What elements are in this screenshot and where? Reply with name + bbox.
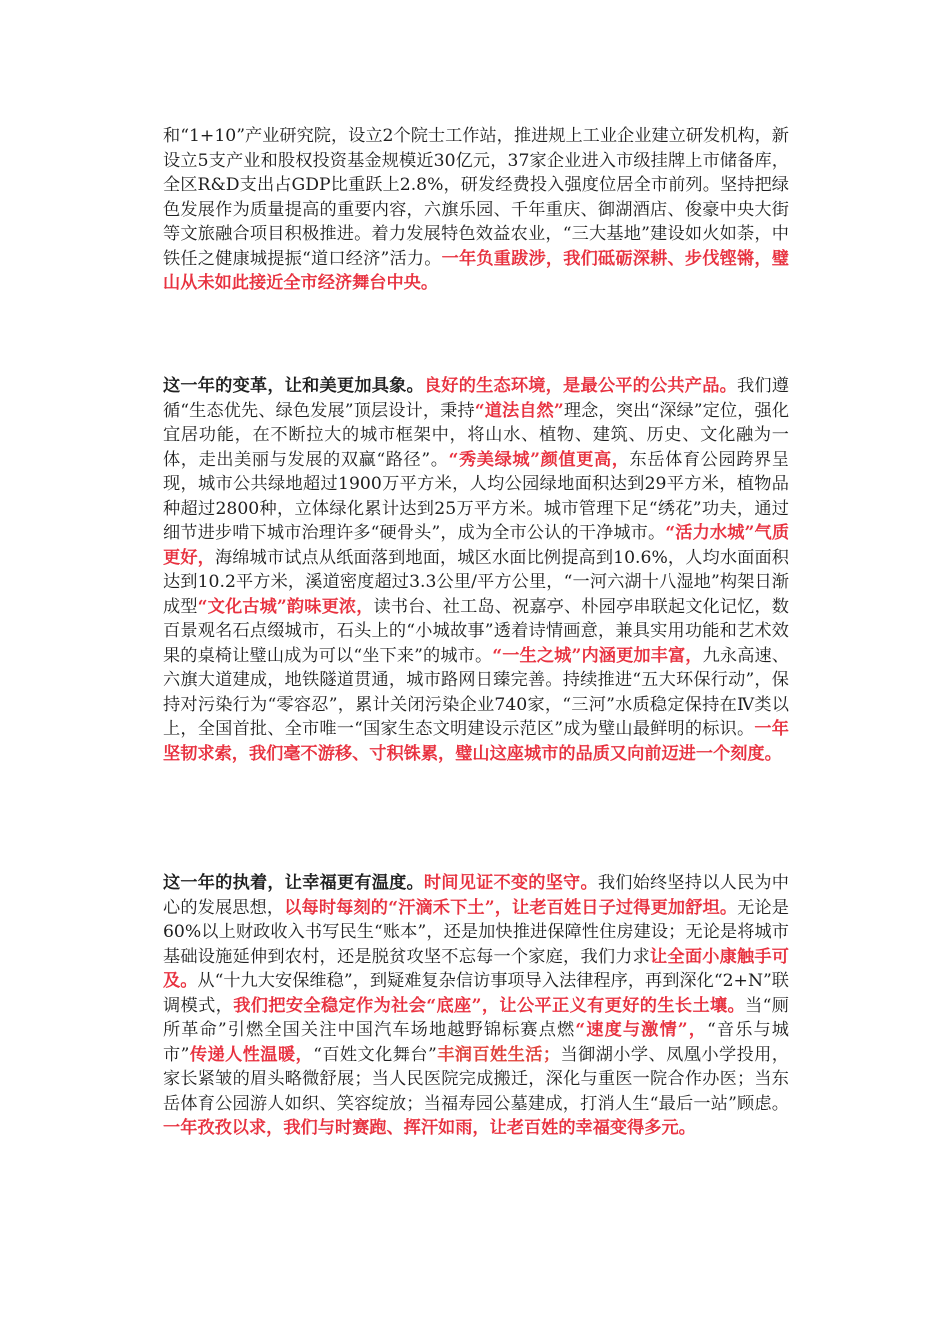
- highlight-run: “道法自然”: [474, 400, 564, 421]
- text-run: 从“十九大安保维稳”，到疑难复杂信访事项导入法律程序，再到深化“2+N”联调模式，: [163, 971, 789, 1016]
- text-run: “百姓文化舞台”: [313, 1044, 437, 1065]
- highlight-run: 良好的生态环境，是最公平的公共产品。: [423, 376, 737, 396]
- text-run: 东岳体育公园跨界呈现，城市公共绿地超过1900万平方米，人均公园绿地面积达到29平方米，植物品种超过2800种，立体绿化累计达到25万平方米。城市管理下足“绣花”功夫，通过细节进步啃下城市治理许多“硬骨头”，成为全市公认的干净城市。: [163, 449, 789, 543]
- highlight-run: “文化古城”韵味更浓，: [197, 596, 374, 617]
- paragraph-wellbeing: [163, 871, 789, 1141]
- text-run: 海绵城市试点从纸面落到地面，城区水面比例提高到10.6%，人均水面面积达到10.2平方米，溪道密度超过3.3公里/平方公里，“一河六湖十八湿地”构架日渐成型: [163, 547, 789, 617]
- text-run: “音乐与城市”: [163, 1020, 789, 1065]
- text-run: 理念，突出“深绿”定位，强化宜居功能，在不断拉大的城市框架中，将山水、植物、建筑、历史、文化融为一体，走出美丽与发展的双赢“路径”。: [163, 400, 790, 470]
- highlight-run: “一生之城”内涵更加丰富，: [492, 645, 703, 666]
- highlight-run: 以每时每刻的“汗滴禾下土”，让老百姓日子过得更加舒坦。: [284, 897, 738, 918]
- text-run: 九永高速、六旗大道建成，地铁隧道贯通，城市路网日臻完善。持续推进“五大环保行动”，保持对污染行为“零容忍”，累计关闭污染企业740家，“三河”水质稳定保持在Ⅳ类以上，全国首批、全市唯一“国家生态文明建设示范区”成为璧山最鲜明的标识。: [163, 645, 789, 739]
- text-run: 读书台、社工岛、祝嘉亭、朴园亭串联起文化记忆，数百景观名石点缀城市，石头上的“小城故事”透着诗情画意，兼具实用功能和艺术效果的桌椅让璧山成为可以“坐下来”的城市。: [163, 596, 789, 666]
- text-run: 我们遵循“生态优先、绿色发展”顶层设计，秉持: [163, 376, 789, 421]
- highlight-run: “速度与激情”，: [575, 1020, 708, 1040]
- bold-heading-run: 这一年的执着，让幸福更有温度。: [163, 873, 424, 893]
- text-run: 当御湖小学、凤凰小学投用，家长紧皱的眉头略微舒展；当人民医院完成搬迁，深化与重医一院合作办医；当东岳体育公园游人如织、笑容绽放；当福寿园公墓建成，打消人生“最后一站”顾虑。: [163, 1044, 789, 1114]
- highlight-run: 一年孜孜以求，我们与时赛跑、挥汗如雨，让老百姓的幸福变得多元。: [163, 1118, 696, 1138]
- highlight-run: “活力水城”气质更好，: [163, 523, 790, 568]
- highlight-run: 一年坚韧求索，我们毫不游移、寸积铢累，璧山这座城市的品质又向前迈进一个刻度。: [163, 719, 789, 764]
- text-run: 和“1+10”产业研究院，设立2个院士工作站，推进规上工业企业建立研发机构，新设立5支产业和股权投资基金规模近30亿元，37家企业进入市级挂牌上市储备库，全区R&D支出占GDP比重跃上2.8%，研发经费投入强度位居全市前列。坚持把绿色发展作为质量提高的重要内容，六旗乐园、千年重庆、御湖酒店、俊豪中央大街等文旅融合项目积极推进。着力发展特色效益农业，“三大基地”建设如火如荼，中铁任之健康城提振“道口经济”活力。: [163, 126, 789, 269]
- highlight-run: 让全面小康触手可及。: [163, 946, 789, 991]
- highlight-run: 我们把安全稳定作为社会“底座”，让公平正义有更好的生长土壤。: [233, 995, 746, 1016]
- paragraph-industry: [163, 124, 789, 296]
- text-run: 我们始终坚持以人民为中心的发展思想，: [163, 873, 789, 918]
- highlight-run: “秀美绿城”颜值更高，: [448, 449, 630, 470]
- text-run: 当“厕所革命”引燃全国关注中国汽车场地越野锦标赛点燃: [163, 995, 789, 1040]
- paragraph-ecology: [163, 374, 789, 766]
- highlight-run: 传递人性温暖，: [189, 1044, 314, 1065]
- text-run: 无论是60%以上财政收入书写民生“账本”，还是加快推进保障性住房建设；无论是将城市基础设施延伸到农村，还是脱贫攻坚不忘每一个家庭，我们力求: [163, 897, 789, 967]
- bold-heading-run: 这一年的变革，让和美更加具象。: [163, 376, 424, 396]
- highlight-run: 时间见证不变的坚守。: [423, 873, 598, 893]
- highlight-run: 一年负重跋涉，我们砥砺深耕、步伐铿锵，璧山从未如此接近全市经济舞台中央。: [163, 248, 789, 293]
- highlight-run: 丰润百姓生活；: [436, 1044, 561, 1065]
